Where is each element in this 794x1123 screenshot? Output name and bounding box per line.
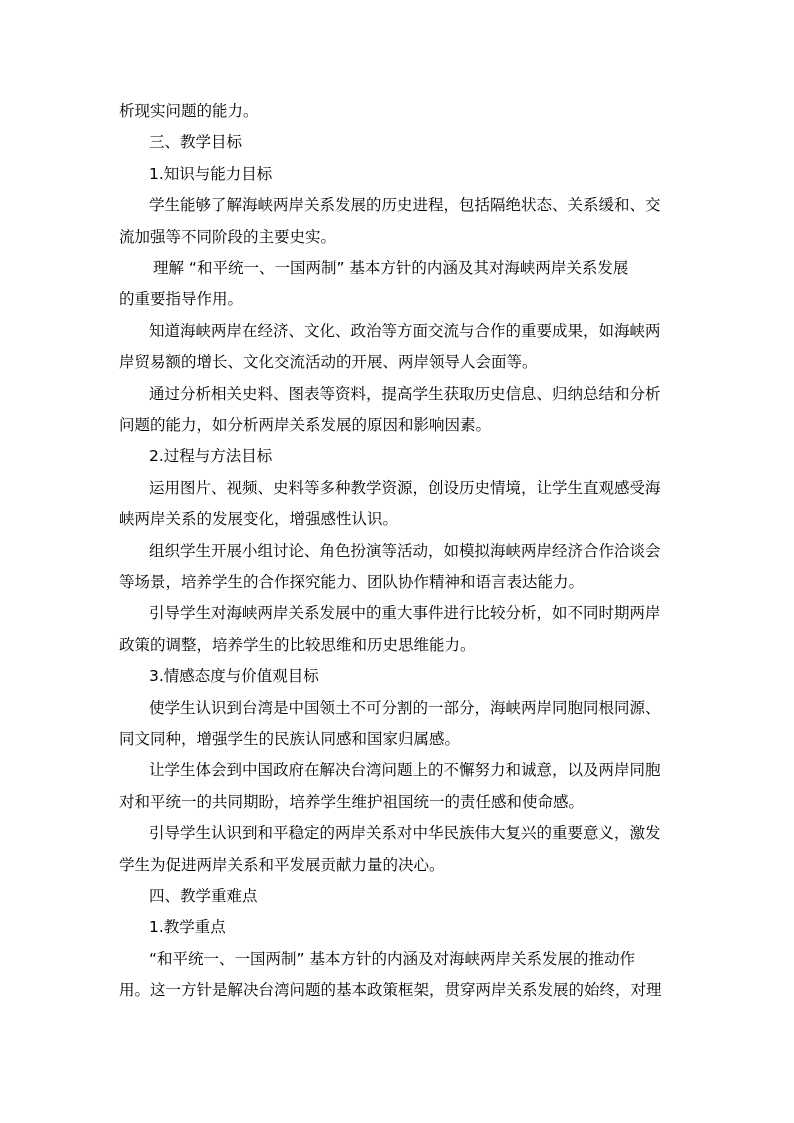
paragraph-line: 通过分析相关史料、图表等资料，提高学生获取历史信息、归纳总结和分析 [149, 385, 661, 403]
paragraph-line: 问题的能力，如分析两岸关系发展的原因和影响因素。 [119, 416, 492, 434]
paragraph-line: 流加强等不同阶段的主要史实。 [119, 228, 337, 246]
paragraph-line: 理解 “和平统一、一国两制” 基本方针的内涵及其对海峡两岸关系发展 [153, 259, 629, 277]
paragraph-line: 析现实问题的能力。 [119, 102, 259, 120]
paragraph-line: 知道海峡两岸在经济、文化、政治等方面交流与合作的重要成果，如海峡两 [149, 322, 661, 340]
paragraph-line: 等场景，培养学生的合作探究能力、团队协作精神和语言表达能力。 [119, 573, 585, 591]
paragraph-line: 运用图片、视频、史料等多种教学资源，创设历史情境，让学生直观感受海 [149, 479, 661, 497]
paragraph-line: 使学生认识到台湾是中国领土不可分割的一部分，海峡两岸同胞同根同源、 [149, 699, 661, 717]
section-heading: 三、教学目标 [149, 133, 243, 151]
subsection-heading: 1.教学重点 [149, 918, 226, 936]
paragraph-line: 的重要指导作用。 [119, 290, 244, 308]
paragraph-line: 组织学生开展小组讨论、角色扮演等活动，如模拟海峡两岸经济合作洽谈会 [149, 542, 661, 560]
subsection-heading: 3.情感态度与价值观目标 [149, 667, 319, 685]
paragraph-line: 对和平统一的共同期盼，培养学生维护祖国统一的责任感和使命感。 [119, 793, 585, 811]
paragraph-line: 用。这一方针是解决台湾问题的基本政策框架，贯穿两岸关系发展的始终，对理 [119, 981, 662, 999]
paragraph-line: 让学生体会到中国政府在解决台湾问题上的不懈努力和诚意，以及两岸同胞 [149, 761, 661, 779]
paragraph-line: 学生为促进两岸关系和平发展贡献力量的决心。 [119, 856, 445, 874]
paragraph-line: 政策的调整，培养学生的比较思维和历史思维能力。 [119, 636, 476, 654]
subsection-heading: 1.知识与能力目标 [149, 165, 273, 183]
paragraph-line: 同文同种，增强学生的民族认同感和国家归属感。 [119, 730, 461, 748]
subsection-heading: 2.过程与方法目标 [149, 447, 273, 465]
paragraph-line: 岸贸易额的增长、文化交流活动的开展、两岸领导人会面等。 [119, 353, 538, 371]
paragraph-line: 引导学生认识到和平稳定的两岸关系对中华民族伟大复兴的重要意义，激发 [149, 824, 661, 842]
paragraph-line: “和平统一、一国两制” 基本方针的内涵及对海峡两岸关系发展的推动作 [149, 950, 635, 968]
paragraph-line: 引导学生对海峡两岸关系发展中的重大事件进行比较分析，如不同时期两岸 [149, 604, 661, 622]
section-heading: 四、教学重难点 [149, 887, 258, 905]
paragraph-line: 学生能够了解海峡两岸关系发展的历史进程，包括隔绝状态、关系缓和、交 [149, 196, 661, 214]
paragraph-line: 峡两岸关系的发展变化，增强感性认识。 [119, 510, 399, 528]
